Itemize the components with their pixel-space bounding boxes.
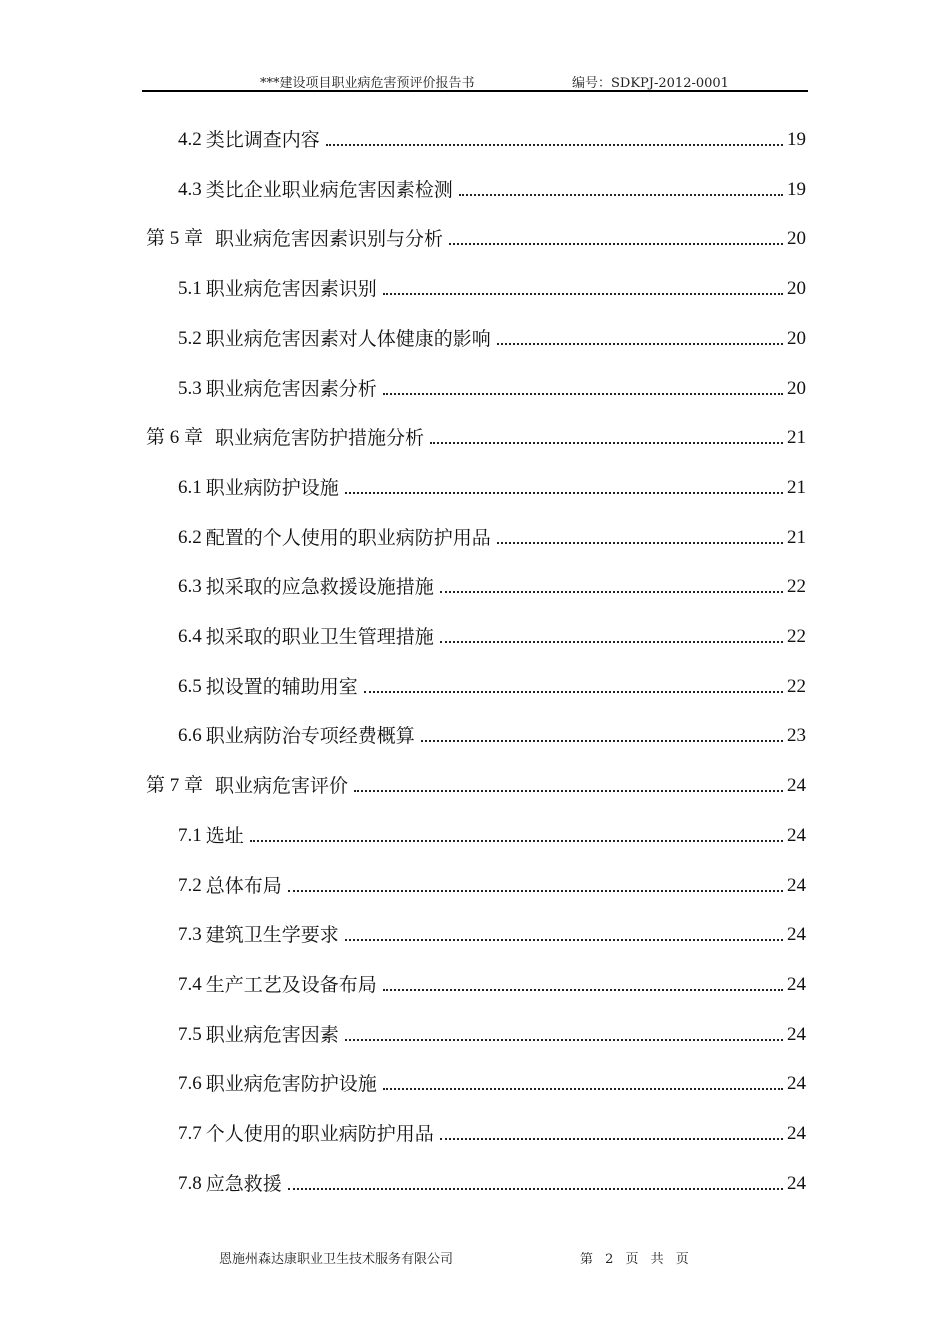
toc-entry-page: 24 xyxy=(787,825,806,846)
toc-entry-title: 职业病危害防护措施分析 xyxy=(215,427,425,449)
toc-entry-number: 5.3 xyxy=(178,378,202,399)
toc-entry-title: 选址 xyxy=(205,825,244,847)
toc-entry-number: 7.1 xyxy=(178,825,202,846)
toc-entry-page: 21 xyxy=(787,527,806,548)
toc-entry-number: 6.4 xyxy=(178,626,202,647)
toc-dot-leader xyxy=(250,840,783,842)
toc-dot-leader xyxy=(440,641,783,643)
toc-entry[interactable] xyxy=(178,718,806,748)
toc-entry-title: 建筑卫生学要求 xyxy=(205,924,339,946)
toc-entry-page: 21 xyxy=(787,427,806,448)
page-number: 第 2 页 共 页 xyxy=(580,1252,689,1267)
toc-entry-page: 19 xyxy=(787,129,806,150)
toc-dot-leader xyxy=(345,492,783,494)
toc-entry-number: 6.1 xyxy=(178,477,202,498)
toc-entry[interactable] xyxy=(178,917,806,947)
toc-entry-title: 应急救援 xyxy=(205,1173,282,1195)
report-title: ***建设项目职业病危害预评价报告书 xyxy=(260,76,475,91)
toc-entry-page: 20 xyxy=(787,228,806,249)
toc-entry[interactable] xyxy=(178,1017,806,1047)
toc-dot-leader xyxy=(459,194,783,196)
toc-entry-number: 第 7 章 xyxy=(146,775,204,796)
toc-entry-title: 生产工艺及设备布局 xyxy=(205,974,377,996)
toc-dot-leader xyxy=(449,243,783,245)
toc-entry[interactable] xyxy=(178,520,806,550)
toc-entry-page: 23 xyxy=(787,725,806,746)
toc-entry-number: 第 5 章 xyxy=(146,228,204,249)
toc-entry-number: 7.7 xyxy=(178,1123,202,1144)
toc-entry-page: 19 xyxy=(787,179,806,200)
toc-entry[interactable] xyxy=(146,768,806,798)
toc-dot-leader xyxy=(383,989,783,991)
toc-entry[interactable] xyxy=(178,967,806,997)
toc-entry-title: 职业病危害防护设施 xyxy=(205,1073,377,1095)
toc-entry[interactable] xyxy=(178,619,806,649)
toc-entry-number: 6.5 xyxy=(178,676,202,697)
toc-entry-page: 20 xyxy=(787,278,806,299)
toc-entry-title: 职业病危害因素识别 xyxy=(205,278,377,300)
toc-dot-leader xyxy=(326,144,783,146)
toc-entry-number: 6.3 xyxy=(178,576,202,597)
toc-entry-title: 职业病危害因素对人体健康的影响 xyxy=(205,328,491,350)
toc-entry[interactable] xyxy=(178,122,806,152)
toc-entry-title: 职业病危害评价 xyxy=(215,775,349,797)
toc-entry[interactable] xyxy=(178,271,806,301)
toc-entry-title: 职业病危害因素识别与分析 xyxy=(215,228,444,250)
toc-entry-number: 4.2 xyxy=(178,129,202,150)
toc-entry[interactable] xyxy=(178,1116,806,1146)
toc-entry-title: 配置的个人使用的职业病防护用品 xyxy=(205,527,491,549)
toc-dot-leader xyxy=(497,343,783,345)
toc-entry-page: 22 xyxy=(787,576,806,597)
toc-entry-title: 拟设置的辅助用室 xyxy=(205,676,358,698)
toc-entry-title: 职业病危害因素分析 xyxy=(205,378,377,400)
toc-entry-title: 拟采取的职业卫生管理措施 xyxy=(205,626,434,648)
toc-entry[interactable] xyxy=(178,669,806,699)
page-header xyxy=(142,68,808,92)
toc-entry-number: 7.3 xyxy=(178,924,202,945)
toc-entry-title: 职业病危害因素 xyxy=(205,1024,339,1046)
toc-entry[interactable] xyxy=(178,371,806,401)
toc-entry[interactable] xyxy=(178,569,806,599)
toc-entry-page: 20 xyxy=(787,328,806,349)
toc-entry-page: 24 xyxy=(787,1173,806,1194)
toc-dot-leader xyxy=(345,939,783,941)
toc-entry[interactable] xyxy=(178,321,806,351)
toc-entry-number: 7.5 xyxy=(178,1024,202,1045)
toc-entry-title: 职业病防护设施 xyxy=(205,477,339,499)
toc-entry[interactable] xyxy=(178,818,806,848)
toc-entry-page: 24 xyxy=(787,775,806,796)
toc-entry-page: 24 xyxy=(787,1024,806,1045)
toc-dot-leader xyxy=(497,542,783,544)
toc-dot-leader xyxy=(288,1188,783,1190)
toc-entry-title: 类比企业职业病危害因素检测 xyxy=(205,179,453,201)
toc-entry-number: 6.6 xyxy=(178,725,202,746)
toc-entry[interactable] xyxy=(178,1066,806,1096)
toc-dot-leader xyxy=(364,691,783,693)
toc-entry-title: 类比调查内容 xyxy=(205,129,320,151)
toc-dot-leader xyxy=(440,591,783,593)
toc-entry-number: 第 6 章 xyxy=(146,427,204,448)
toc-dot-leader xyxy=(288,890,783,892)
toc-entry-number: 7.6 xyxy=(178,1073,202,1094)
toc-entry-page: 20 xyxy=(787,378,806,399)
toc-entry-page: 24 xyxy=(787,1123,806,1144)
toc-entry-page: 21 xyxy=(787,477,806,498)
toc-entry-page: 24 xyxy=(787,1073,806,1094)
toc-entry[interactable] xyxy=(178,868,806,898)
company-name: 恩施州森达康职业卫生技术服务有限公司 xyxy=(219,1252,454,1267)
toc-entry[interactable] xyxy=(178,470,806,500)
toc-entry[interactable] xyxy=(146,420,806,450)
toc-entry[interactable] xyxy=(178,1166,806,1196)
toc-entry-number: 7.4 xyxy=(178,974,202,995)
toc-entry-number: 7.8 xyxy=(178,1173,202,1194)
toc-entry-title: 拟采取的应急救援设施措施 xyxy=(205,576,434,598)
toc-dot-leader xyxy=(383,293,783,295)
toc-entry-page: 24 xyxy=(787,974,806,995)
toc-entry[interactable] xyxy=(146,221,806,251)
toc-entry[interactable] xyxy=(178,172,806,202)
toc-dot-leader xyxy=(354,790,783,792)
toc-entry-number: 7.2 xyxy=(178,875,202,896)
toc-entry-page: 22 xyxy=(787,626,806,647)
report-code: 编号：SDKPJ-2012-0001 xyxy=(572,76,729,91)
toc-entry-number: 4.3 xyxy=(178,179,202,200)
toc-entry-number: 5.1 xyxy=(178,278,202,299)
toc-entry-title: 总体布局 xyxy=(205,875,282,897)
toc-dot-leader xyxy=(383,393,783,395)
toc-entry-title: 职业病防治专项经费概算 xyxy=(205,725,415,747)
toc-entry-page: 24 xyxy=(787,875,806,896)
toc-entry-number: 5.2 xyxy=(178,328,202,349)
toc-entry-number: 6.2 xyxy=(178,527,202,548)
toc-entry-page: 24 xyxy=(787,924,806,945)
toc-dot-leader xyxy=(421,740,783,742)
toc-entry-page: 22 xyxy=(787,676,806,697)
toc-dot-leader xyxy=(440,1138,783,1140)
toc-dot-leader xyxy=(430,442,783,444)
toc-entry-title: 个人使用的职业病防护用品 xyxy=(205,1123,434,1145)
toc-dot-leader xyxy=(345,1039,783,1041)
toc-dot-leader xyxy=(383,1088,783,1090)
